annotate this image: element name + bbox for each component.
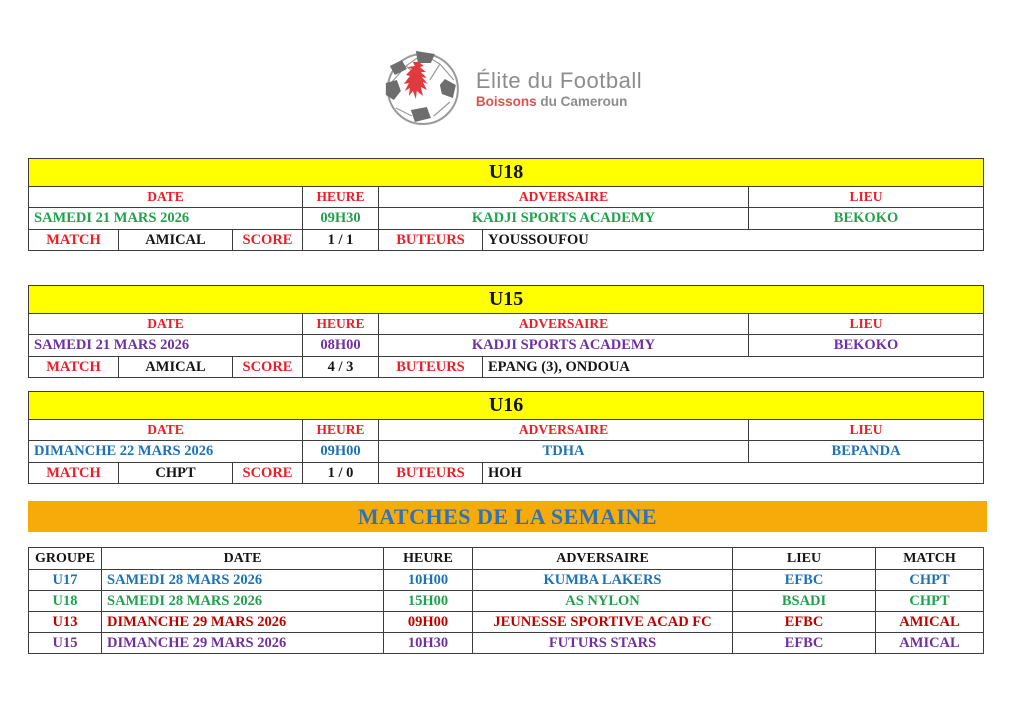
u15-date-header: DATE: [29, 314, 303, 335]
week-matches-table: [28, 547, 984, 654]
week-row-match: AMICAL: [876, 612, 984, 633]
u15-adversaire-value: KADJI SPORTS ACADEMY: [379, 335, 749, 357]
week-row-heure: 10H30: [384, 633, 473, 654]
week-banner-title: MATCHES DE LA SEMAINE: [357, 503, 658, 529]
u16-buteurs-value: HOH: [483, 463, 984, 484]
u18-date-value: SAMEDI 21 MARS 2026: [29, 208, 303, 230]
week-row-lieu: EFBC: [733, 633, 876, 654]
week-row-groupe: U18: [29, 591, 102, 612]
u16-match-value: CHPT: [119, 463, 233, 484]
u16-score-label: SCORE: [233, 463, 303, 484]
week-row-match: CHPT: [876, 591, 984, 612]
logo-text: [476, 69, 642, 109]
u18-table-wrap: [28, 158, 983, 251]
u15-date-value: SAMEDI 21 MARS 2026: [29, 335, 303, 357]
u16-heure-header: HEURE: [303, 420, 379, 441]
logo-subtitle-red: Boissons: [475, 93, 537, 109]
week-groupe-header: GROUPE: [29, 548, 102, 570]
week-heure-header: HEURE: [384, 548, 473, 570]
u15-buteurs-value: EPANG (3), ONDOUA: [483, 357, 984, 378]
u15-score-value: 4 / 3: [303, 357, 379, 378]
u16-buteurs-label: BUTEURS: [379, 463, 483, 484]
week-row-match: CHPT: [876, 570, 984, 591]
u15-heure-value: 08H00: [303, 335, 379, 357]
u15-match-value: AMICAL: [119, 357, 233, 378]
u18-lieu-header: LIEU: [749, 187, 984, 208]
week-row-adversaire: FUTURS STARS: [473, 633, 733, 654]
u15-adversaire-header: ADVERSAIRE: [379, 314, 749, 335]
u16-date-value: DIMANCHE 22 MARS 2026: [29, 441, 303, 463]
u18-adversaire-value: KADJI SPORTS ACADEMY: [379, 208, 749, 230]
week-row-lieu: EFBC: [733, 570, 876, 591]
week-row-u17: [29, 570, 984, 591]
u18-buteurs-label: BUTEURS: [379, 230, 483, 251]
week-row-heure: 10H00: [384, 570, 473, 591]
week-row-date: SAMEDI 28 MARS 2026: [102, 570, 384, 591]
u15-title: U15: [29, 286, 984, 314]
week-row-adversaire: AS NYLON: [473, 591, 733, 612]
week-row-adversaire: JEUNESSE SPORTIVE ACAD FC: [473, 612, 733, 633]
u18-score-value: 1 / 1: [303, 230, 379, 251]
logo-subtitle: [476, 95, 642, 109]
week-row-lieu: BSADI: [733, 591, 876, 612]
u16-date-header: DATE: [29, 420, 303, 441]
week-table-wrap: [28, 547, 983, 654]
week-row-lieu: EFBC: [733, 612, 876, 633]
u15-score-label: SCORE: [233, 357, 303, 378]
u16-results-table: [28, 391, 984, 484]
week-row-u18: [29, 591, 984, 612]
u15-lieu-header: LIEU: [749, 314, 984, 335]
week-row-u13: [29, 612, 984, 633]
week-row-match: AMICAL: [876, 633, 984, 654]
logo-title: Élite du Football: [475, 67, 643, 93]
u15-heure-header: HEURE: [303, 314, 379, 335]
u16-table-wrap: [28, 391, 983, 484]
week-lieu-header: LIEU: [733, 548, 876, 570]
week-row-groupe: U17: [29, 570, 102, 591]
week-adversaire-header: ADVERSAIRE: [473, 548, 733, 570]
u18-date-header: DATE: [29, 187, 303, 208]
u16-heure-value: 09H00: [303, 441, 379, 463]
u18-results-table: [28, 158, 984, 251]
u15-lieu-value: BEKOKO: [749, 335, 984, 357]
week-row-heure: 09H00: [384, 612, 473, 633]
u16-score-value: 1 / 0: [303, 463, 379, 484]
u15-table-wrap: [28, 285, 983, 378]
club-logo: [382, 50, 642, 128]
u16-match-label: MATCH: [29, 463, 119, 484]
u15-results-table: [28, 285, 984, 378]
u18-adversaire-header: ADVERSAIRE: [379, 187, 749, 208]
u15-buteurs-label: BUTEURS: [379, 357, 483, 378]
u15-match-label: MATCH: [29, 357, 119, 378]
week-date-header: DATE: [102, 548, 384, 570]
week-match-header: MATCH: [876, 548, 984, 570]
week-row-adversaire: KUMBA LAKERS: [473, 570, 733, 591]
u16-lieu-header: LIEU: [749, 420, 984, 441]
u18-lieu-value: BEKOKO: [749, 208, 984, 230]
u16-adversaire-header: ADVERSAIRE: [379, 420, 749, 441]
u16-lieu-value: BEPANDA: [749, 441, 984, 463]
week-row-date: DIMANCHE 29 MARS 2026: [102, 612, 384, 633]
u18-title: U18: [29, 159, 984, 187]
u18-score-label: SCORE: [233, 230, 303, 251]
week-row-u15: [29, 633, 984, 654]
week-row-heure: 15H00: [384, 591, 473, 612]
week-row-groupe: U15: [29, 633, 102, 654]
week-row-groupe: U13: [29, 612, 102, 633]
u18-match-label: MATCH: [29, 230, 119, 251]
logo-subtitle-gray: du Cameroun: [540, 93, 628, 109]
week-banner: [28, 501, 987, 532]
u16-title: U16: [29, 392, 984, 420]
u18-match-value: AMICAL: [119, 230, 233, 251]
week-row-date: DIMANCHE 29 MARS 2026: [102, 633, 384, 654]
u16-adversaire-value: TDHA: [379, 441, 749, 463]
week-row-date: SAMEDI 28 MARS 2026: [102, 591, 384, 612]
u18-heure-value: 09H30: [303, 208, 379, 230]
u18-buteurs-value: YOUSSOUFOU: [483, 230, 984, 251]
u18-heure-header: HEURE: [303, 187, 379, 208]
soccer-ball-lion-icon: [382, 50, 464, 128]
